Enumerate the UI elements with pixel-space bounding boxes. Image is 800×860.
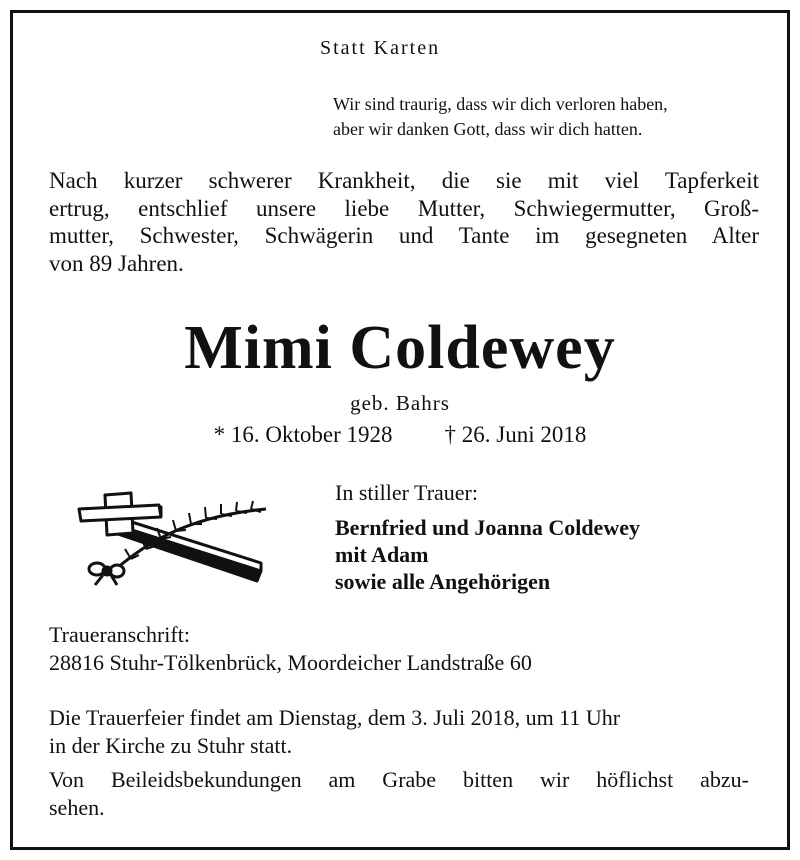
verse-line: Wir sind traurig, dass wir dich verloren haben,	[333, 94, 668, 114]
address-label: Traueranschrift:	[49, 622, 190, 647]
mourning-address	[49, 621, 532, 677]
maiden-name: geb. Bahrs	[350, 391, 450, 415]
cross-with-palm-branch-icon	[61, 487, 281, 592]
ceremony-line: Die Trauerfeier findet am Dienstag, dem 3. Juli 2018, um 11 Uhr	[49, 705, 621, 730]
condolence-note	[49, 766, 749, 822]
birth-date: * 16. Oktober 1928	[213, 422, 393, 447]
death-date: † 26. Juni 2018	[444, 422, 587, 447]
mourners-list	[335, 514, 640, 595]
verse	[333, 92, 668, 142]
intro-line: von 89 Jahren.	[49, 250, 184, 276]
header-statt-karten: Statt Karten	[320, 37, 441, 59]
mourner-line: Bernfried und Joanna Coldewey	[335, 515, 640, 540]
intro-line: ertrug, entschlief unsere liebe Mutter, Schwiegermutter, Groß-	[49, 195, 759, 221]
verse-line: aber wir danken Gott, dass wir dich hatten.	[333, 119, 643, 139]
mourner-line: sowie alle Angehörigen	[335, 569, 551, 594]
ceremony-info	[49, 704, 620, 760]
intro-paragraph	[49, 167, 759, 277]
condolence-line: sehen.	[49, 795, 105, 820]
condolence-line: Von Beileidsbekundungen am Grabe bitten wir höflichst abzu-	[49, 767, 749, 792]
intro-line: Nach kurzer schwerer Krankheit, die sie mit viel Tapferkeit	[49, 168, 759, 193]
deceased-name: Mimi Coldewey	[184, 314, 616, 382]
life-dates	[13, 422, 787, 448]
mourner-line: mit Adam	[335, 542, 429, 567]
address-text: 28816 Stuhr-Tölkenbrück, Moordeicher Landstraße 60	[49, 650, 532, 675]
mourning-label: In stiller Trauer:	[335, 480, 478, 505]
obituary-notice	[10, 10, 790, 850]
intro-line: mutter, Schwester, Schwägerin und Tante im gesegneten Alter	[49, 223, 759, 248]
ceremony-line: in der Kirche zu Stuhr statt.	[49, 733, 293, 758]
